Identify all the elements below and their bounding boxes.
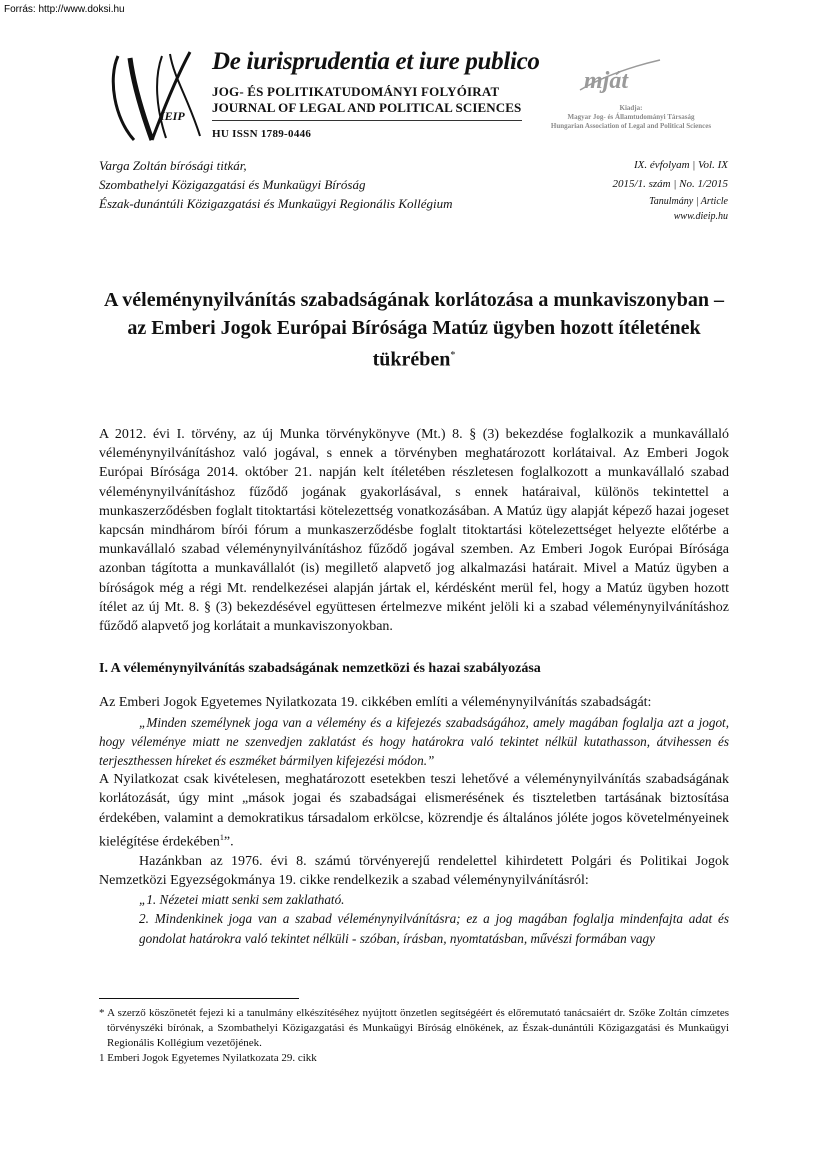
article-title: [99, 286, 729, 374]
article-title-text: A véleménynyilvánítás szabadságának korlátozása a munkaviszonyban – az Emberi Jogok Európai Bírósága Matúz ügyben hozott ítéletének tükrében: [103, 289, 725, 371]
section-heading: I. A véleménynyilvánítás szabadságának nemzetközi és hazai szabályozása: [99, 661, 541, 677]
journal-subtitle-en: JOURNAL OF LEGAL AND POLITICAL SCIENCES: [212, 100, 522, 115]
author-block: [99, 156, 453, 213]
journal-logo: [104, 48, 208, 148]
quote: „Minden személynek joga van a vélemény és a kifejezés szabadságához, amely magában foglalja azt a jogot, hogy véleménye miatt ne szenvedjen zaklatást és hogy határokra való tekintet nélkül kutathasson, átvihessen és terjeszthessen híreket és eszméket bármilyen kifejezési módon.”: [99, 714, 729, 769]
publisher-label: Kiadja:: [619, 104, 643, 112]
header-divider: [212, 120, 522, 121]
source-label: Forrás: http://www.doksi.hu: [4, 4, 125, 15]
journal-logo-graphic: [104, 48, 208, 148]
paragraph: Az Emberi Jogok Egyetemes Nyilatkozata 19. cikkében említi a véleménynyilvánítás szabadságát:: [99, 695, 652, 711]
publisher-logo: [574, 56, 664, 102]
meta-volume: IX. évfolyam | Vol. IX: [633, 159, 728, 171]
publisher-name-en: Hungarian Association of Legal and Political Sciences: [550, 122, 712, 130]
author-line-3: Észak-dunántúli Közigazgatási és Munkaügyi Regionális Kollégium: [99, 196, 453, 211]
publisher-logo-graphic: [574, 56, 664, 102]
journal-subtitle-hu: JOG- ÉS POLITIKATUDOMÁNYI FOLYÓIRAT: [212, 84, 500, 99]
journal-logo-text: IEIP: [160, 109, 185, 123]
paragraph-text: A Nyilatkozat csak kivételesen, meghatározott esetekben teszi lehetővé a véleménynyilvánítás szabadságának korlátozását, úgy mint „mások jogai és szabadságai elismerésének és tiszteletben tartásának biztosítása érdekében, valamint a demokratikus társadalom erkölcse, közrendje és általános jóléte jogos követelményeinek kielégítése érdekében: [99, 772, 729, 850]
footnote: * A szerző köszönetét fejezi ki a tanulmány elkészítéséhez nyújtott önzetlen segítségéért és előremutató tanácsaiért dr. Szőke Zoltán címzetes törvényszéki bírónak, a Szombathelyi Közigazgatási és Munkaügyi Bíróság elnökének, az Észak-dunántúli Közigazgatási és Munkaügyi Regionális Kollégium vezetőjének.: [99, 1007, 729, 1049]
paragraph: [99, 770, 729, 851]
paragraph: Hazánkban az 1976. évi 8. számú törvényerejű rendelettel kihirdetett Polgári és Politikai Jogok Nemzetközi Egyezségokmánya 19. cikke rendelkezik a szabad véleménynyilvánításról:: [99, 853, 729, 888]
author-line-1: Varga Zoltán bírósági titkár,: [99, 158, 247, 173]
paragraph-text-end: ”.: [223, 834, 234, 850]
footnote-divider: [99, 998, 299, 999]
footnote: 1 Emberi Jogok Egyetemes Nyilatkozata 29. cikk: [99, 1052, 317, 1064]
footnotes: [99, 1006, 729, 1066]
abstract: A 2012. évi I. törvény, az új Munka törvénykönyve (Mt.) 8. § (3) bekezdése foglalkozik a munkavállaló véleménynyilvánításhoz való jogával, s ennek a törvényben meghatározott korlátaival. Az Emberi Jogok Európai Bírósága 2014. október 21. napján kelt ítéletében részletesen foglalkozott a munkavállaló szabad véleménynyilvánításhoz fűződő jogának gyakorlásával, s ennek határaival, különös tekintettel a munkaszerződésben foglalt titoktartási kötelezettség vonatkozásában. A Matúz ügy alapját képező hazai jogeset kapcsán mindhárom bírói fórum a munkaszerződésbe foglalt titoktartási kötelezettséget helyezte előtérbe a munkavállaló szabad véleménynyilvánításhoz fűződő jogával szemben. Az Emberi Jogok Európai Bírósága azonban tágította a munkavállalót (is) megillető alapvető jog alkalmazási határait. Mivel a Matúz ügyben a bíróságok még a régi Mt. rendelkezései alapján jártak el, kérdésként merül fel, hogy a Matúz ügyben hozott ítélet az új Mt. 8. § (3) bekezdésével együttesen értelmezve miként jelöli ki a szabad véleménynyilvánításhoz fűződő alapvető jog korlátait a munkaviszonyokban.: [99, 427, 729, 635]
journal-issn: HU ISSN 1789-0446: [212, 128, 312, 140]
publisher-logo-text: mját: [584, 68, 629, 94]
list-item: 2. Mindenkinek joga van a szabad véleménynyilvánításra; ez a jog magában foglalja mindenfajta adat és gondolat határokra való tekintet nélküli - szóban, írásban, nyomtatásban, művészi formában vagy: [139, 911, 729, 946]
publisher-block: [500, 104, 762, 131]
list-item: „1. Nézetei miatt senki sem zaklatható.: [139, 892, 345, 908]
issue-meta: [613, 156, 728, 224]
journal-title: De iurisprudentia et iure publico: [212, 48, 540, 75]
meta-site: www.dieip.hu: [673, 211, 728, 222]
title-footnote-mark: *: [450, 350, 456, 361]
publisher-name-hu: Magyar Jog- és Államtudományi Társaság: [567, 113, 695, 121]
meta-issue: 2015/1. szám | No. 1/2015: [612, 178, 728, 190]
footnote-ref: 1: [219, 832, 224, 842]
author-line-2: Szombathelyi Közigazgatási és Munkaügyi Bíróság: [99, 177, 366, 192]
article-body: [99, 425, 729, 948]
meta-type: Tanulmány | Article: [649, 196, 728, 207]
